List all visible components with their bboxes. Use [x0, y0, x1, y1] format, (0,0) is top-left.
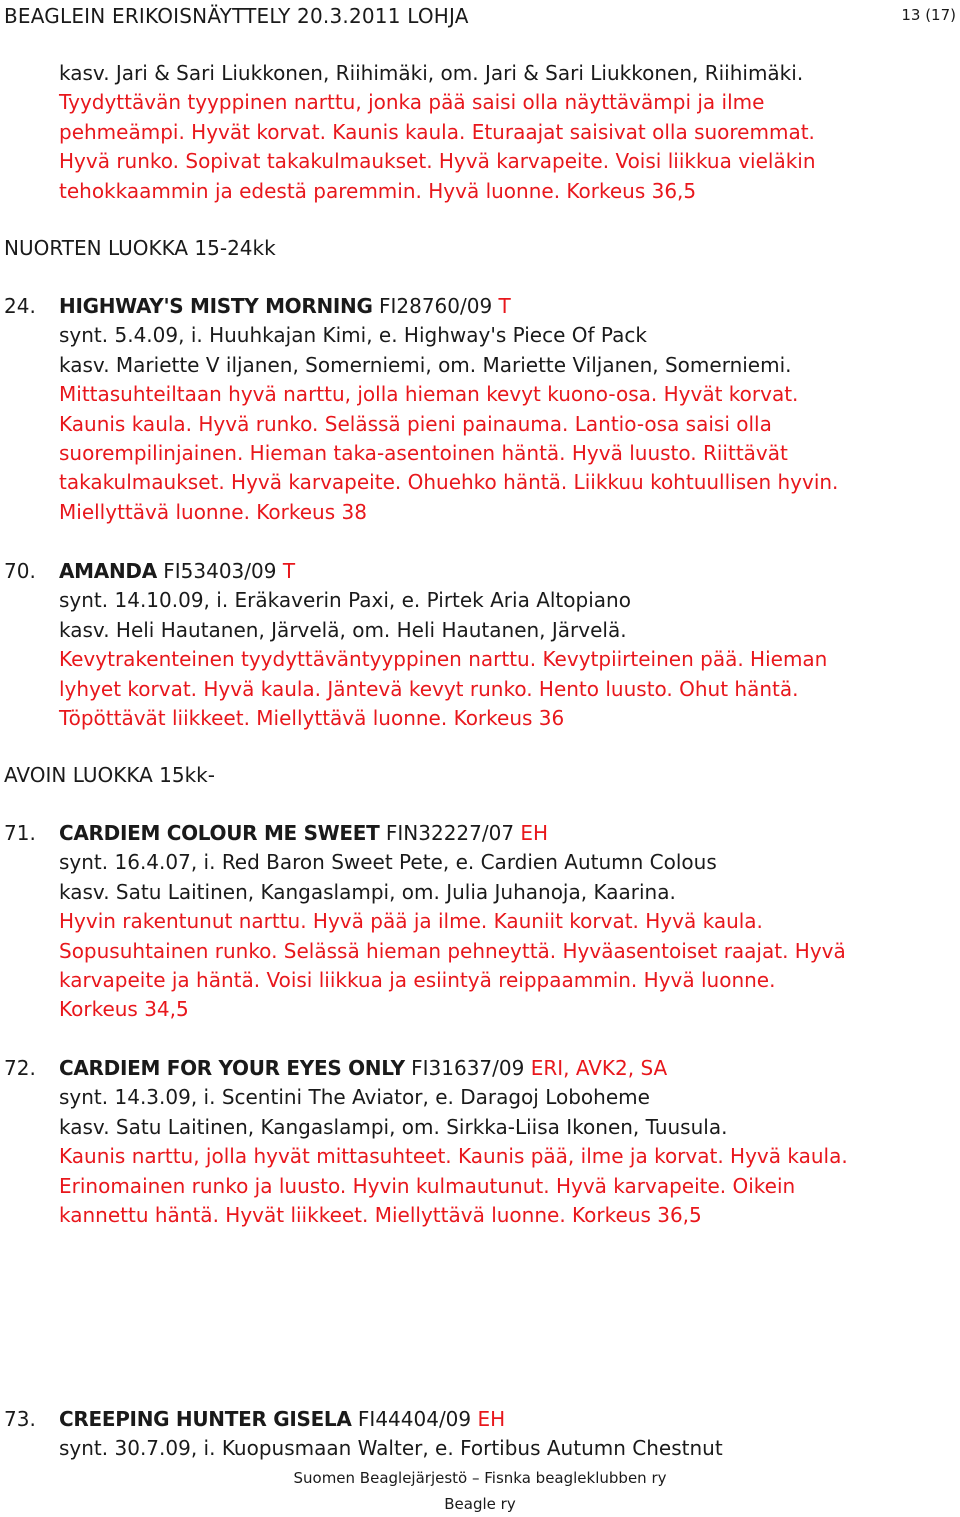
critique-line: Erinomainen runko ja luusto. Hyvin kulmautunut. Hyvä karvapeite. Oikein	[59, 1173, 796, 1198]
dog-entry	[4, 1405, 954, 1464]
synt-line: synt. 30.7.09, i. Kuopusmaan Walter, e. Fortibus Autumn Chestnut	[59, 1436, 723, 1461]
kasv-line: kasv. Satu Laitinen, Kangaslampi, om. Julia Juhanoja, Kaarina.	[59, 879, 676, 904]
critique-line: Hyvä runko. Sopivat takakulmaukset. Hyvä karvapeite. Voisi liikkua vieläkin	[59, 149, 816, 174]
entry-number: 73.	[4, 1407, 36, 1431]
kasv-line: kasv. Heli Hautanen, Järvelä, om. Heli Hautanen, Järvelä.	[59, 617, 627, 642]
registration-number: FI53403/09	[163, 559, 277, 583]
kasv-line: kasv. Satu Laitinen, Kangaslampi, om. Sirkka-Liisa Ikonen, Tuusula.	[59, 1114, 728, 1139]
critique-line: Miellyttävä luonne. Korkeus 38	[59, 499, 367, 524]
kasv-line: kasv. Mariette V iljanen, Somerniemi, om. Mariette Viljanen, Somerniemi.	[59, 352, 792, 377]
registration-number: FI28760/09	[378, 294, 493, 318]
page-footer	[0, 1465, 960, 1517]
dog-name: AMANDA	[59, 559, 157, 583]
critique-line: Kevytrakenteinen tyydyttäväntyyppinen narttu. Kevytpiirteinen pää. Hieman	[59, 647, 828, 672]
section-heading-avoin: AVOIN LUOKKA 15kk-	[4, 763, 215, 787]
award: T	[282, 559, 296, 583]
critique-line: Hyvin rakentunut narttu. Hyvä pää ja ilme. Kauniit korvat. Hyvä kaula.	[59, 909, 763, 934]
section-heading-nuorten: NUORTEN LUOKKA 15-24kk	[4, 236, 276, 260]
entry-heading	[4, 1054, 954, 1083]
dog-name: HIGHWAY'S MISTY MORNING	[59, 294, 373, 318]
dog-entry	[4, 1054, 954, 1230]
critique-line: Töpöttävät liikkeet. Miellyttävä luonne. Korkeus 36	[59, 706, 565, 731]
synt-line: synt. 14.10.09, i. Eräkaverin Paxi, e. Pirtek Aria Altopiano	[59, 588, 631, 613]
header-title: BEAGLEIN ERIKOISNÄYTTELY 20.3.2011 LOHJA	[4, 4, 469, 28]
critique-line: Tyydyttävän tyyppinen narttu, jonka pää saisi olla näyttävämpi ja ilme	[59, 90, 765, 115]
page-header	[4, 4, 956, 30]
dog-entry	[4, 819, 954, 1025]
critique-line: Kaunis narttu, jolla hyvät mittasuhteet. Kaunis pää, ilme ja korvat. Hyvä kaula.	[59, 1144, 848, 1169]
dog-name: CARDIEM COLOUR ME SWEET	[59, 821, 380, 845]
registration-number: FIN32227/07	[385, 821, 515, 845]
entry-number: 24.	[4, 294, 36, 318]
critique-line: suorempilinjainen. Hieman taka-asentoinen häntä. Hyvä luusto. Riittävät	[59, 441, 788, 466]
critique-line: tehokkaammin ja edestä paremmin. Hyvä luonne. Korkeus 36,5	[59, 178, 697, 203]
critique-line: Kaunis kaula. Hyvä runko. Selässä pieni painauma. Lantio-osa saisi olla	[59, 411, 772, 436]
entry-heading	[4, 1405, 954, 1434]
dog-entry	[4, 292, 954, 527]
registration-number: FI31637/09	[411, 1056, 525, 1080]
entry-number: 71.	[4, 821, 36, 845]
registration-number: FI44404/09	[357, 1407, 472, 1431]
award: EH	[477, 1407, 506, 1431]
page-number: 13 (17)	[901, 6, 956, 24]
entry-number: 72.	[4, 1056, 36, 1080]
award: EH	[520, 821, 549, 845]
critique-line: pehmeämpi. Hyvät korvat. Kaunis kaula. Eturaajat saisivat olla suoremmat.	[59, 119, 815, 144]
synt-line: synt. 16.4.07, i. Red Baron Sweet Pete, e. Cardien Autumn Colous	[59, 850, 717, 875]
footer-line: Suomen Beaglejärjestö – Fisnka beagleklubben ry	[293, 1469, 667, 1487]
previous-entry-continuation	[59, 59, 954, 206]
critique-line: Mittasuhteiltaan hyvä narttu, jolla hieman kevyt kuono-osa. Hyvät korvat.	[59, 382, 799, 407]
entry-heading	[4, 819, 954, 848]
critique-line: takakulmaukset. Hyvä karvapeite. Ohuehko häntä. Liikkuu kohtuullisen hyvin.	[59, 470, 839, 495]
critique-line: kannettu häntä. Hyvät liikkeet. Miellyttävä luonne. Korkeus 36,5	[59, 1203, 702, 1228]
critique-line: Korkeus 34,5	[59, 997, 189, 1022]
award: T	[498, 294, 511, 318]
synt-line: synt. 5.4.09, i. Huuhkajan Kimi, e. Highway's Piece Of Pack	[59, 323, 647, 348]
dog-name: CARDIEM FOR YOUR EYES ONLY	[59, 1056, 405, 1080]
synt-line: synt. 14.3.09, i. Scentini The Aviator, e. Daragoj Loboheme	[59, 1085, 650, 1110]
dog-name: CREEPING HUNTER GISELA	[59, 1407, 352, 1431]
entry-heading	[4, 557, 954, 586]
entry-number: 70.	[4, 559, 36, 583]
footer-line: Beagle ry	[444, 1495, 516, 1513]
critique-line: lyhyet korvat. Hyvä kaula. Jäntevä kevyt runko. Hento luusto. Ohut häntä.	[59, 676, 799, 701]
critique-line: karvapeite ja häntä. Voisi liikkua ja esiintyä reippaammin. Hyvä luonne.	[59, 968, 776, 993]
award: ERI, AVK2, SA	[530, 1056, 668, 1080]
kasv-line: kasv. Jari & Sari Liukkonen, Riihimäki, om. Jari & Sari Liukkonen, Riihimäki.	[59, 61, 804, 85]
dog-entry	[4, 557, 954, 733]
critique-line: Sopusuhtainen runko. Selässä hieman pehneyttä. Hyväasentoiset raajat. Hyvä	[59, 938, 846, 963]
entry-heading	[4, 292, 954, 321]
